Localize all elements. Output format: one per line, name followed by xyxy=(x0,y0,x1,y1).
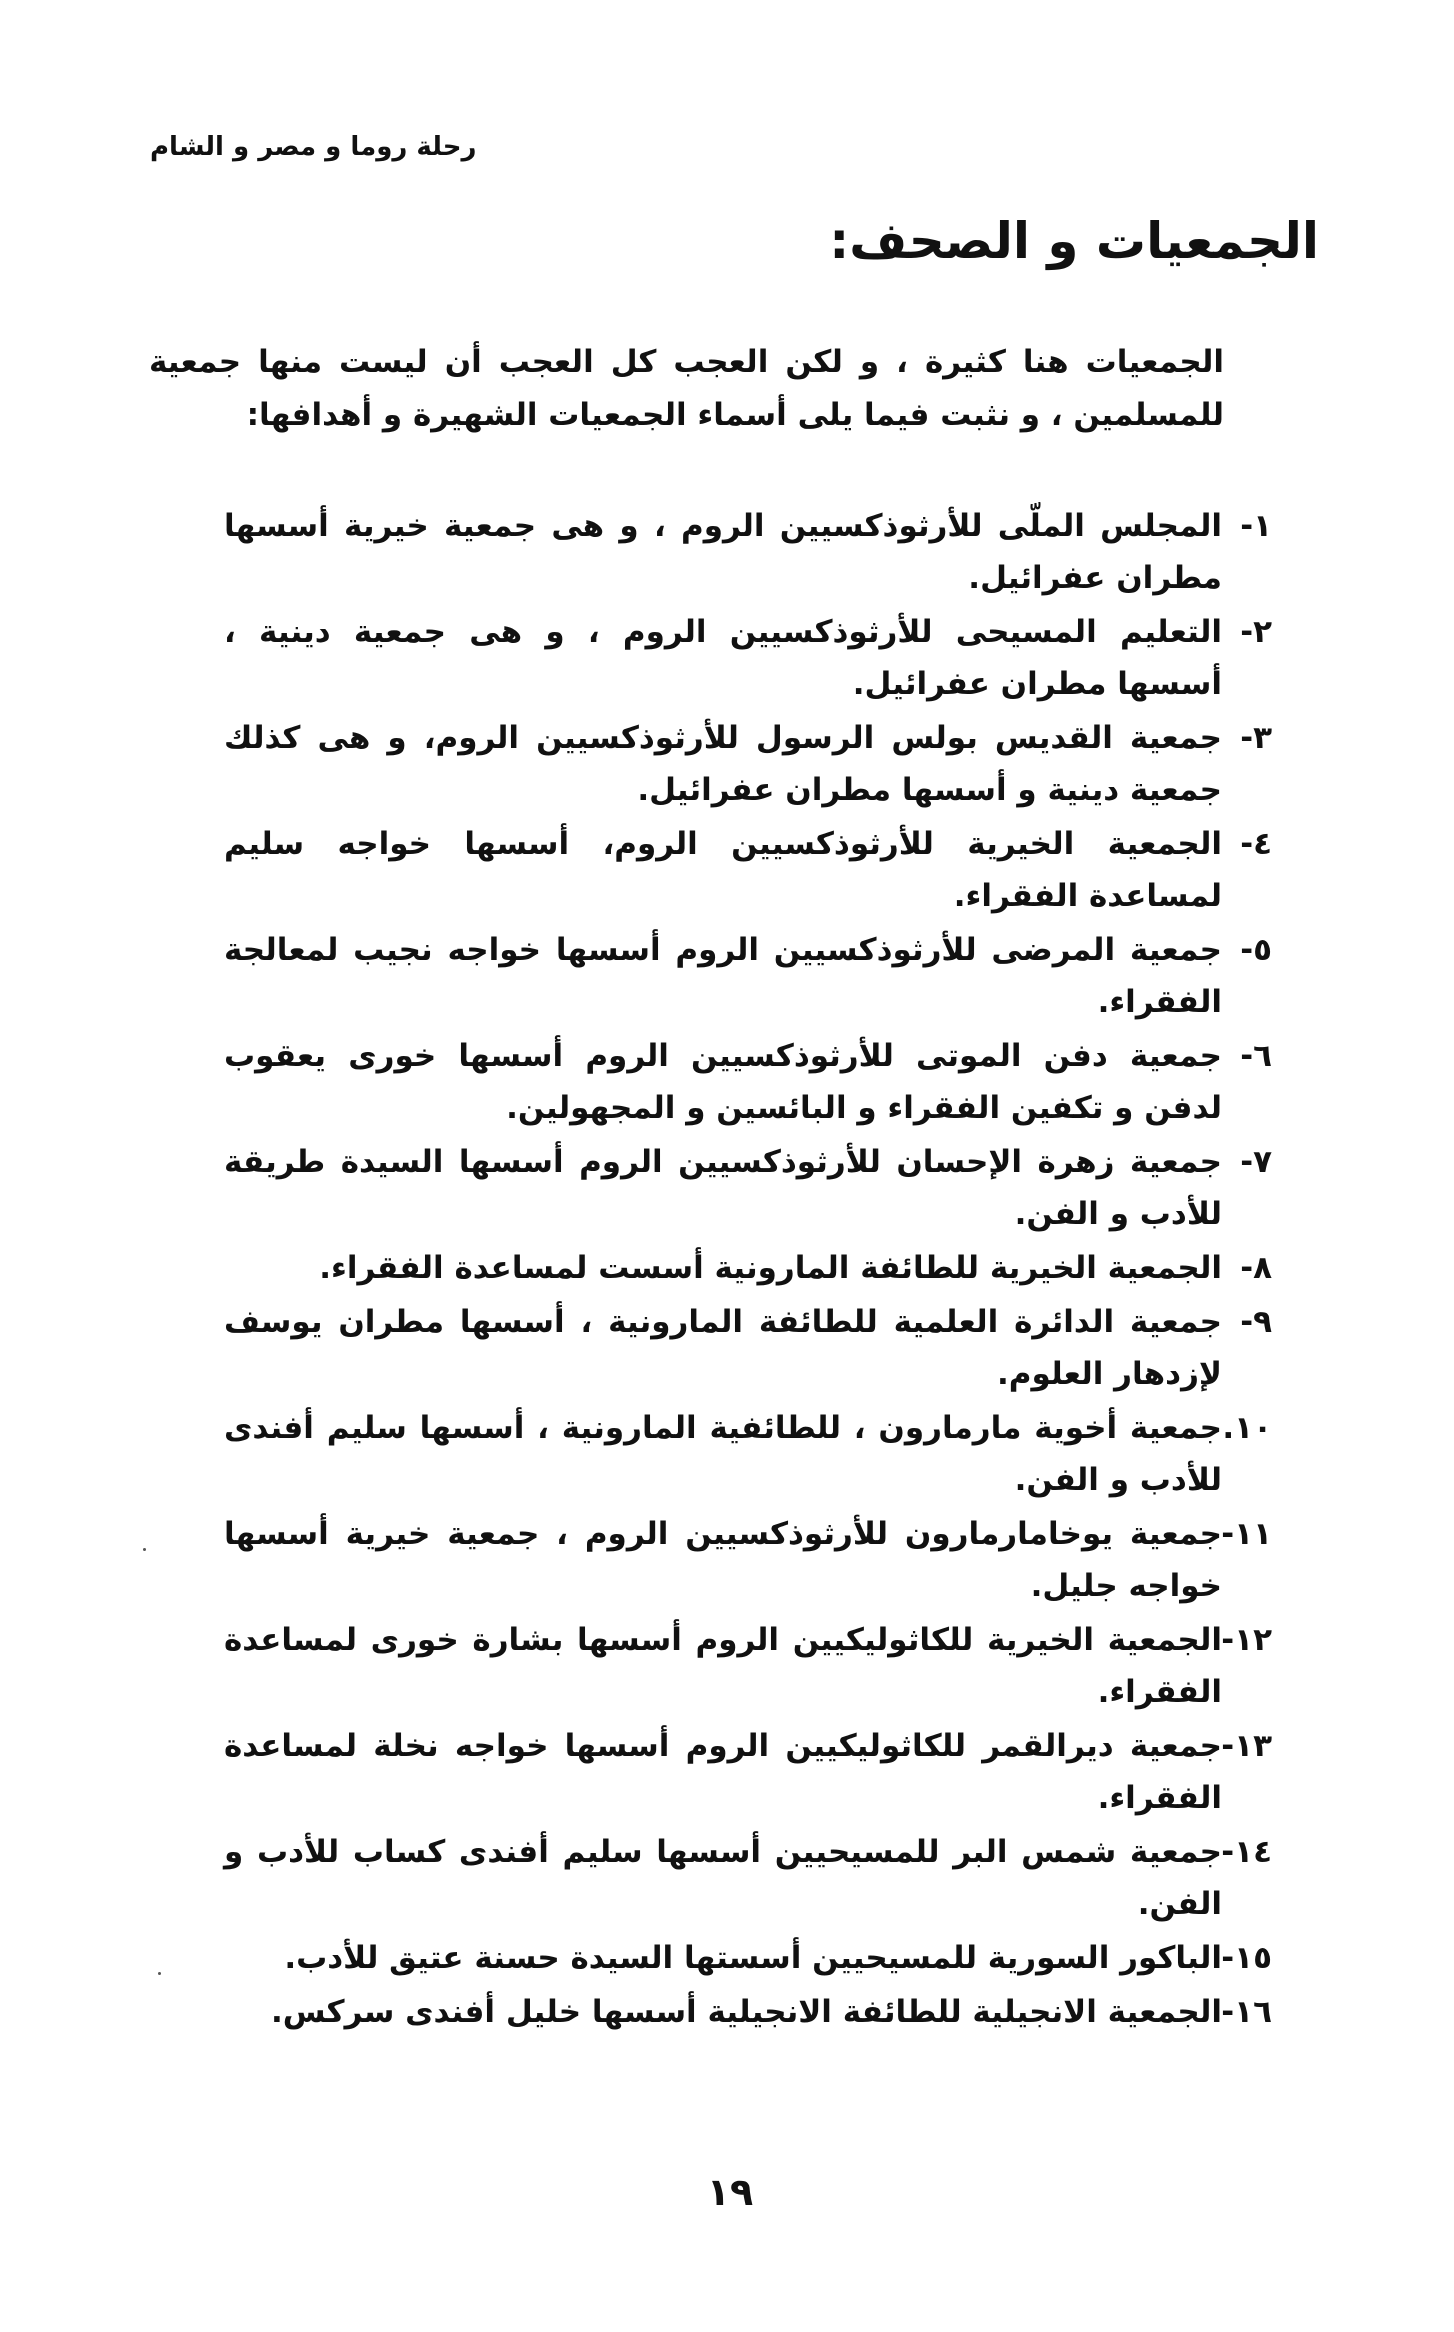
list-item-number: ٦- xyxy=(1240,1038,1272,1074)
list-item xyxy=(224,1402,1272,1506)
list-item xyxy=(224,1720,1272,1824)
list-item xyxy=(224,1826,1272,1930)
list-item xyxy=(224,924,1272,1028)
list-item xyxy=(224,500,1272,604)
list-item-text: الجمعية الخيرية للأرثوذكسيين الروم، أسسها خواجه سليم لمساعدة الفقراء. xyxy=(224,826,1222,914)
section-title: الجمعيات و الصحف: xyxy=(829,212,1319,270)
list-item-text: جمعية الدائرة العلمية للطائفة المارونية ، أسسها مطران يوسف لإزدهار العلوم. xyxy=(224,1304,1222,1392)
list-item-text: جمعية دفن الموتى للأرثوذكسيين الروم أسسها خورى يعقوب لدفن و تكفين الفقراء و البائسين و المجهولين. xyxy=(224,1038,1222,1126)
list-item xyxy=(224,1030,1272,1134)
list-item-text: جمعية أخوية مارمارون ، للطائفية المارونية ، أسسها سليم أفندى للأدب و الفن. xyxy=(224,1410,1222,1498)
scan-speck xyxy=(158,1972,161,1975)
list-item-number: ٢- xyxy=(1240,614,1272,650)
list-item-text: جمعية المرضى للأرثوذكسيين الروم أسسها خواجه نجيب لمعالجة الفقراء. xyxy=(224,932,1222,1020)
list-item xyxy=(224,1136,1272,1240)
list-item xyxy=(224,1242,1272,1294)
list-item xyxy=(224,1932,1272,1984)
list-item xyxy=(224,1614,1272,1718)
list-item-number: ١١- xyxy=(1221,1516,1272,1552)
list-item-number: ٥- xyxy=(1240,932,1272,968)
list-item-number: ١٦- xyxy=(1221,1994,1272,2030)
list-item-number: ١٢- xyxy=(1221,1622,1272,1658)
list-item xyxy=(224,606,1272,710)
list-item-number: ٨- xyxy=(1240,1250,1272,1286)
list-item-text: الجمعية الخيرية للطائفة المارونية أسست لمساعدة الفقراء. xyxy=(319,1250,1222,1286)
list-item xyxy=(224,1296,1272,1400)
list-item-text: جمعية زهرة الإحسان للأرثوذكسيين الروم أسسها السيدة طريقة للأدب و الفن. xyxy=(224,1144,1222,1232)
list-item-text: الجمعية الانجيلية للطائفة الانجيلية أسسها خليل أفندى سركس. xyxy=(270,1994,1222,2030)
list-item-text: جمعية يوخامارمارون للأرثوذكسيين الروم ، جمعية خيرية أسسها خواجه جليل. xyxy=(224,1516,1222,1604)
intro-paragraph: الجمعيات هنا كثيرة ، و لكن العجب كل العجب أن ليست منها جمعية للمسلمين ، و نثبت فيما يلى أسماء الجمعيات الشهيرة و أهدافها: xyxy=(149,344,1224,433)
list-item-text: التعليم المسيحى للأرثوذكسيين الروم ، و هى جمعية دينية ، أسسها مطران عفرائيل. xyxy=(224,614,1222,702)
list-item xyxy=(224,818,1272,922)
list-item-text: جمعية القديس بولس الرسول للأرثوذكسيين الروم، و هى كذلك جمعية دينية و أسسها مطران عفرائيل. xyxy=(224,720,1222,808)
list-item xyxy=(224,712,1272,816)
scan-speck xyxy=(143,1548,146,1551)
list-item-number: ١٥- xyxy=(1221,1940,1272,1976)
list-item-number: ٧- xyxy=(1240,1144,1272,1180)
list-item-text: المجلس الملّى للأرثوذكسيين الروم ، و هى جمعية خيرية أسسها مطران عفرائيل. xyxy=(224,508,1222,596)
list-item-number: ٣- xyxy=(1240,720,1272,756)
list-item-text: جمعية ديرالقمر للكاثوليكيين الروم أسسها خواجه نخلة لمساعدة الفقراء. xyxy=(224,1728,1222,1816)
list-item-number: ١٠. xyxy=(1222,1410,1272,1446)
list-item-number: ١٣- xyxy=(1221,1728,1272,1764)
list-item-number: ١- xyxy=(1240,508,1272,544)
list-item xyxy=(224,1508,1272,1612)
list-item-number: ٩- xyxy=(1240,1304,1272,1340)
association-list xyxy=(224,500,1272,2040)
list-item-text: الباكور السورية للمسيحيين أسستها السيدة حسنة عتيق للأدب. xyxy=(284,1940,1222,1976)
list-item-text: جمعية شمس البر للمسيحيين أسسها سليم أفندى كساب للأدب و الفن. xyxy=(224,1834,1222,1922)
running-header: رحلة روما و مصر و الشام xyxy=(150,132,477,162)
page-number: ١٩ xyxy=(706,2170,754,2214)
list-item-number: ٤- xyxy=(1240,826,1272,862)
list-item-text: الجمعية الخيرية للكاثوليكيين الروم أسسها بشارة خورى لمساعدة الفقراء. xyxy=(224,1622,1222,1710)
list-item xyxy=(224,1986,1272,2038)
list-item-number: ١٤- xyxy=(1221,1834,1272,1870)
